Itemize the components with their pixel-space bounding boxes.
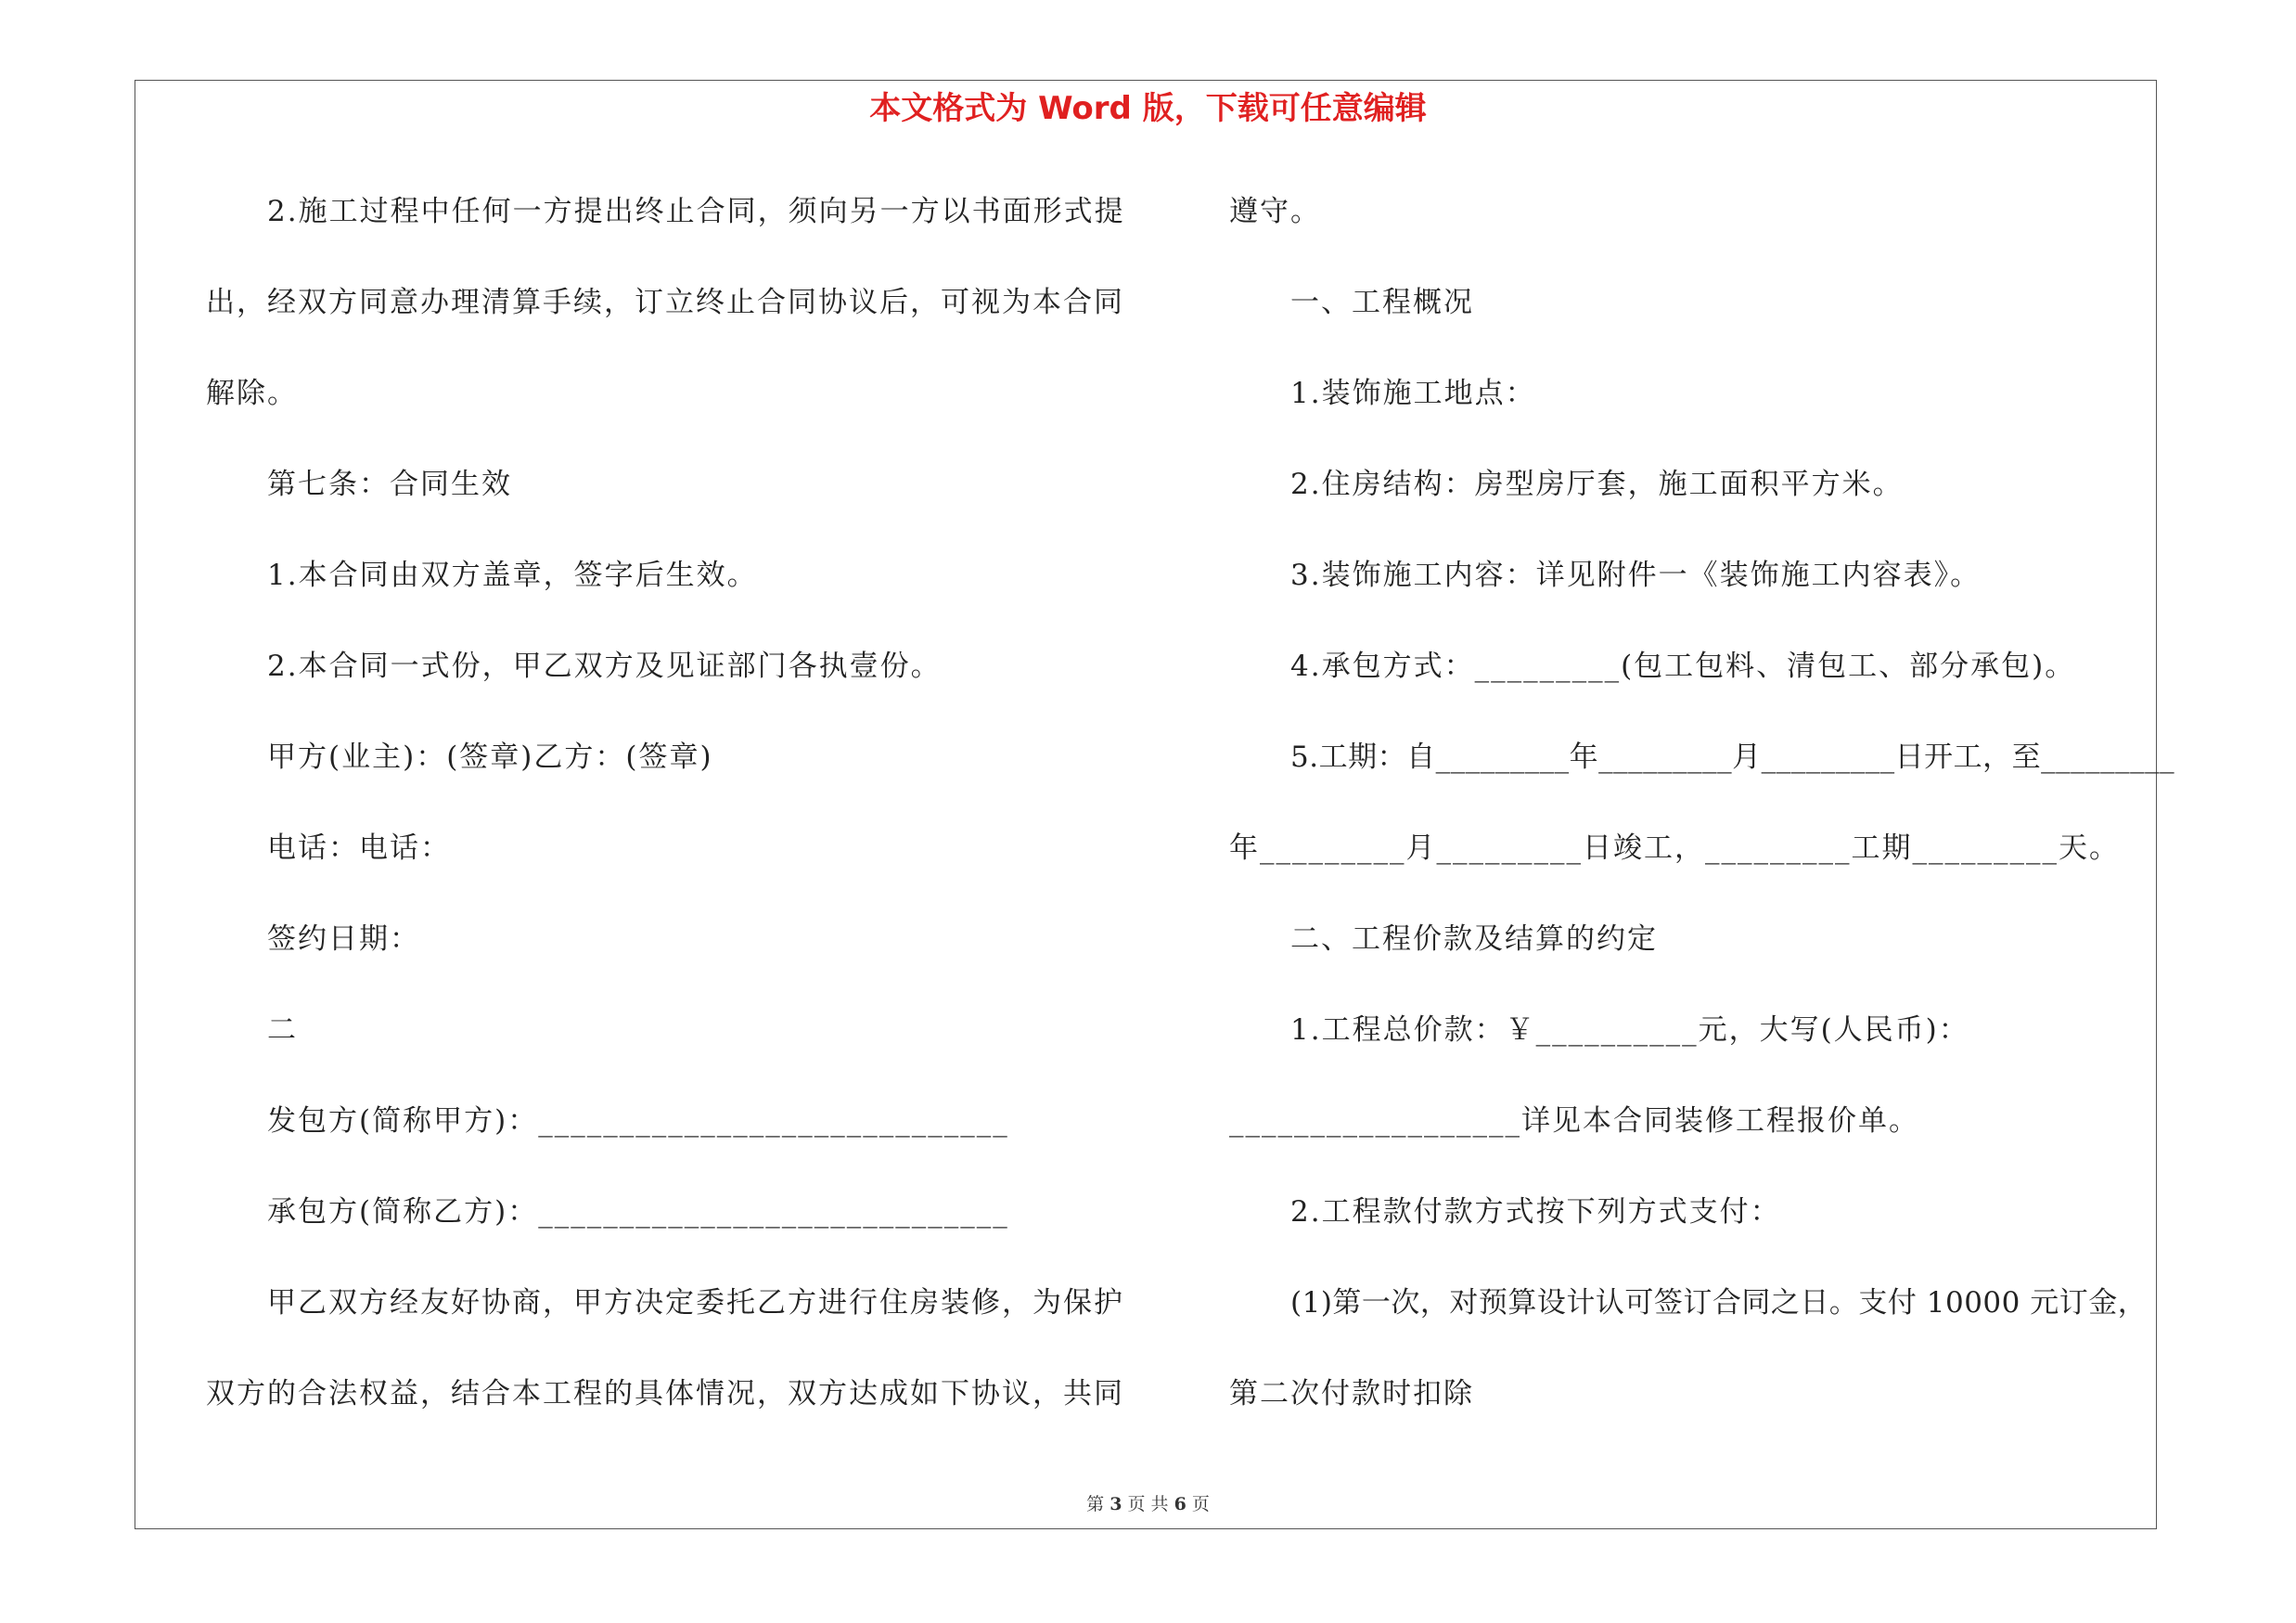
paragraph-line: (1)第一次，对预算设计认可签订合同之日。支付 10000 元订金， bbox=[1290, 1286, 2148, 1320]
paragraph-line: 1.装饰施工地点： bbox=[1290, 377, 1536, 410]
paragraph-line: 遵守。 bbox=[1229, 195, 1321, 228]
footer-suffix: 页 bbox=[1191, 1494, 1210, 1514]
section-heading: 二、工程价款及结算的约定 bbox=[1290, 922, 1658, 956]
party-a-line: 发包方(简称甲方)：_____________________________ bbox=[267, 1104, 1009, 1138]
phone-line: 电话：电话： bbox=[267, 831, 451, 865]
paragraph-line: 3.装饰施工内容：详见附件一《装饰施工内容表》。 bbox=[1290, 559, 1982, 592]
paragraph-line: 年_________月_________日竣工，_________工期_________天。 bbox=[1229, 831, 2120, 865]
section-number: 二 bbox=[267, 1013, 298, 1047]
paragraph-line: 解除。 bbox=[206, 377, 298, 410]
paragraph-line: 双方的合法权益，结合本工程的具体情况，双方达成如下协议，共同 bbox=[206, 1377, 1124, 1410]
paragraph-line: 2.施工过程中任何一方提出终止合同，须向另一方以书面形式提 bbox=[267, 195, 1125, 228]
paragraph-line: 甲乙双方经友好协商，甲方决定委托乙方进行住房装修，为保护 bbox=[267, 1286, 1124, 1320]
paragraph-line: 2.本合同一式份，甲乙双方及见证部门各执壹份。 bbox=[267, 650, 942, 683]
paragraph-line: 2.工程款付款方式按下列方式支付： bbox=[1290, 1195, 1781, 1229]
party-b-line: 承包方(简称乙方)：_____________________________ bbox=[267, 1195, 1009, 1229]
paragraph-line: 4.承包方式：_________(包工包料、清包工、部分承包)。 bbox=[1290, 650, 2076, 683]
paragraph-line: 1.工程总价款：￥__________元，大写(人民币)： bbox=[1290, 1013, 1969, 1047]
footer-prefix: 第 bbox=[1086, 1494, 1105, 1514]
paragraph-line: 5.工期：自_________年_________月_________日开工，至_________ bbox=[1290, 741, 2175, 774]
signature-line: 甲方(业主)：(签章)乙方：(签章) bbox=[267, 741, 713, 774]
current-page-number: 3 bbox=[1110, 1494, 1122, 1514]
date-line: 签约日期： bbox=[267, 922, 420, 956]
paragraph-line: 第二次付款时扣除 bbox=[1229, 1377, 1474, 1410]
paragraph-line: __________________详见本合同装修工程报价单。 bbox=[1229, 1104, 1919, 1138]
paragraph-line: 2.住房结构：房型房厅套，施工面积平方米。 bbox=[1290, 468, 1904, 501]
page-footer bbox=[0, 1490, 2296, 1518]
paragraph-line: 出，经双方同意办理清算手续，订立终止合同协议后，可视为本合同 bbox=[206, 286, 1124, 319]
total-page-number: 6 bbox=[1174, 1494, 1186, 1514]
section-heading: 一、工程概况 bbox=[1290, 286, 1474, 319]
footer-mid: 页 共 bbox=[1127, 1494, 1169, 1514]
paragraph-line: 1.本合同由双方盖章，签字后生效。 bbox=[267, 559, 758, 592]
section-heading: 第七条：合同生效 bbox=[267, 468, 512, 501]
format-banner: 本文格式为 Word 版，下载可任意编辑 bbox=[869, 90, 1427, 127]
